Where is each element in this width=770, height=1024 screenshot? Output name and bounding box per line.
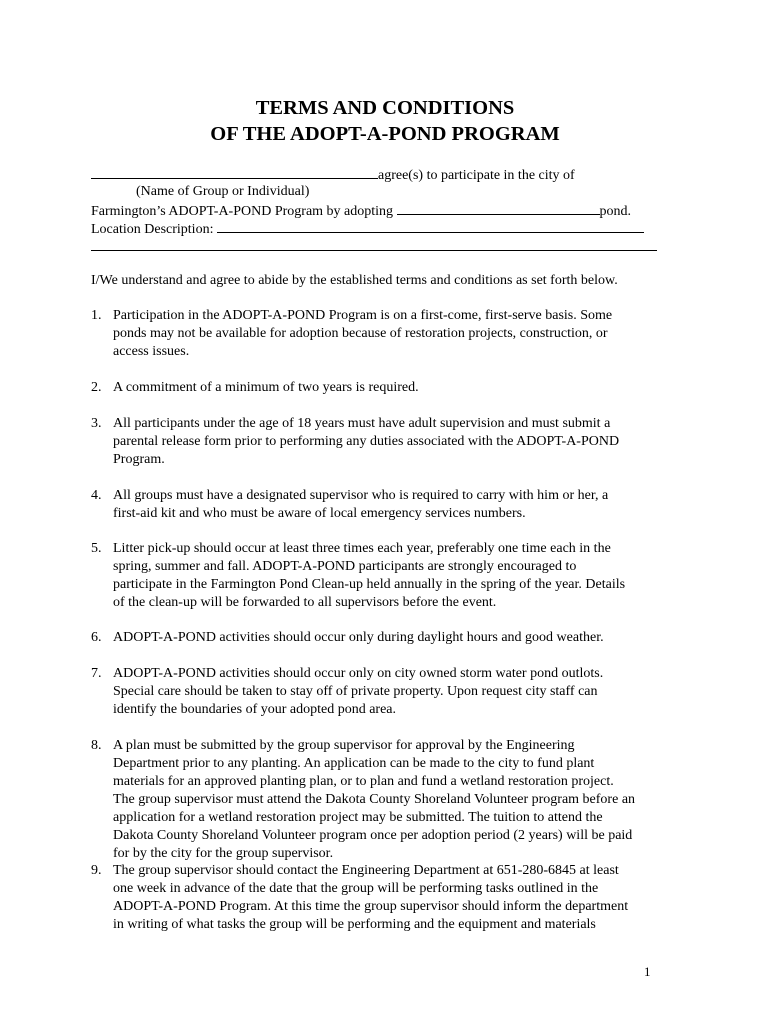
term-text-line: materials for an approved planting plan, or to plan and fund a wetland restoration project. bbox=[113, 774, 614, 789]
term-text-line: first-aid kit and who must be aware of local emergency services numbers. bbox=[113, 506, 526, 521]
program-text: Farmington’s ADOPT-A-POND Program by adopting bbox=[91, 204, 394, 219]
name-caption: (Name of Group or Individual) bbox=[136, 184, 310, 199]
term-text-line: for by the city for the group supervisor. bbox=[113, 846, 334, 861]
page-number: 1 bbox=[644, 964, 651, 979]
term-text-line: Program. bbox=[113, 452, 165, 467]
term-number: 9. bbox=[91, 863, 102, 878]
location-continuation-blank[interactable] bbox=[91, 250, 657, 251]
term-number: 4. bbox=[91, 488, 102, 503]
term-text-line: identify the boundaries of your adopted pond area. bbox=[113, 702, 397, 717]
term-text-line: spring, summer and fall. ADOPT-A-POND participants are strongly encouraged to bbox=[113, 559, 577, 574]
term-text bbox=[113, 737, 688, 863]
term-text-line: ponds may not be available for adoption because of restoration projects, construction, or bbox=[113, 326, 608, 341]
term-text bbox=[113, 862, 688, 934]
term-number: 1. bbox=[91, 308, 102, 323]
term-number: 5. bbox=[91, 541, 102, 556]
term-text bbox=[113, 415, 688, 469]
term-text-line: of the clean-up will be forwarded to all supervisors before the event. bbox=[113, 595, 497, 610]
term-text-line: ADOPT-A-POND activities should occur only on city owned storm water pond outlots. bbox=[113, 666, 604, 681]
term-number: 8. bbox=[91, 738, 102, 753]
term-text-line: access issues. bbox=[113, 344, 190, 359]
term-text-line: in writing of what tasks the group will be performing and the equipment and materials bbox=[113, 917, 596, 932]
location-blank[interactable] bbox=[217, 219, 644, 233]
term-text-line: All participants under the age of 18 years must have adult supervision and must submit a bbox=[113, 416, 611, 431]
term-text bbox=[113, 629, 688, 647]
term-text-line: A commitment of a minimum of two years is required. bbox=[113, 380, 419, 395]
term-text-line: Department prior to any planting. An application can be made to the city to fund plant bbox=[113, 756, 595, 771]
term-text-line: Special care should be taken to stay off of private property. Upon request city staff can bbox=[113, 684, 598, 699]
term-text-line: ADOPT-A-POND Program. At this time the group supervisor should inform the department bbox=[113, 899, 629, 914]
location-label: Location Description: bbox=[91, 222, 214, 237]
term-number: 3. bbox=[91, 416, 102, 431]
term-text bbox=[113, 379, 688, 397]
term-text bbox=[113, 487, 688, 523]
term-number: 6. bbox=[91, 630, 102, 645]
term-number: 2. bbox=[91, 380, 102, 395]
term-text-line: Dakota County Shoreland Volunteer program once per adoption period (2 years) will be paid bbox=[113, 828, 633, 843]
intro-statement: I/We understand and agree to abide by the established terms and conditions as set forth below. bbox=[91, 273, 618, 288]
term-text-line: participate in the Farmington Pond Clean-up held annually in the spring of the year. Details bbox=[113, 577, 626, 592]
term-text-line: A plan must be submitted by the group supervisor for approval by the Engineering bbox=[113, 738, 575, 753]
term-text-line: one week in advance of the date that the group will be performing tasks outlined in the bbox=[113, 881, 599, 896]
term-text-line: parental release form prior to performing any duties associated with the ADOPT-A-POND bbox=[113, 434, 620, 449]
term-text-line: Litter pick-up should occur at least three times each year, preferably one time each in the bbox=[113, 541, 611, 556]
group-name-blank[interactable] bbox=[91, 165, 378, 179]
term-text-line: ADOPT-A-POND activities should occur only during daylight hours and good weather. bbox=[113, 630, 604, 645]
term-text bbox=[113, 665, 688, 719]
pond-name-blank[interactable] bbox=[397, 201, 600, 215]
term-text bbox=[113, 307, 688, 361]
term-text-line: application for a wetland restoration project may be submitted. The tuition to attend the bbox=[113, 810, 603, 825]
program-line bbox=[91, 201, 631, 220]
document-title-line-2: OF THE ADOPT-A-POND PROGRAM bbox=[210, 123, 560, 145]
term-text bbox=[113, 540, 688, 612]
term-text-line: All groups must have a designated supervisor who is required to carry with him or her, a bbox=[113, 488, 609, 503]
location-line bbox=[91, 219, 644, 238]
term-text-line: The group supervisor should contact the Engineering Department at 651-280-6845 at least bbox=[113, 863, 619, 878]
document-title-line-1: TERMS AND CONDITIONS bbox=[255, 97, 515, 119]
pond-text: pond. bbox=[599, 204, 632, 219]
agreement-line bbox=[91, 165, 575, 184]
agree-text: agree(s) to participate in the city of bbox=[378, 168, 575, 183]
term-text-line: Participation in the ADOPT-A-POND Program is on a first-come, first-serve basis. Some bbox=[113, 308, 613, 323]
term-number: 7. bbox=[91, 666, 102, 681]
term-text-line: The group supervisor must attend the Dakota County Shoreland Volunteer program before an bbox=[113, 792, 636, 807]
